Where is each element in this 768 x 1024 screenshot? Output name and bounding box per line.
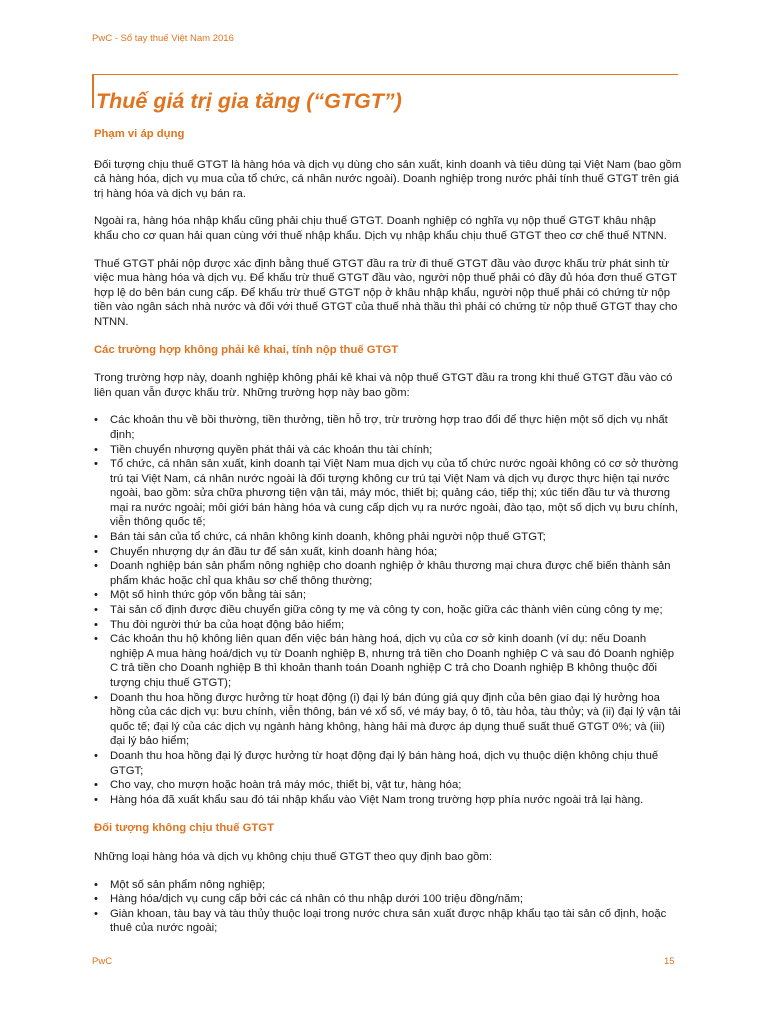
list-item: • Chuyển nhượng dự án đầu tư để sản xuất, kinh doanh hàng hóa; [94, 545, 682, 560]
section-heading-not-declared: Các trường hợp không phải kê khai, tính nộp thuế GTGT [94, 343, 399, 356]
list-item: • Cho vay, cho mượn hoặc hoàn trả máy móc, thiết bị, vật tư, hàng hóa; [94, 778, 682, 793]
list-item: • Một số hình thức góp vốn bằng tài sản; [94, 588, 682, 603]
page-content [94, 127, 682, 936]
list-item: • Một số sản phẩm nông nghiệp; [94, 878, 682, 893]
list-item: • Các khoản thu về bồi thường, tiền thưởng, tiền hỗ trợ, trừ trường hợp trao đổi để thực hiện một số dịch vụ nhất định; [94, 413, 682, 442]
running-header: PwC - Sổ tay thuế Việt Nam 2016 [92, 33, 234, 44]
list-item: • Hàng hóa đã xuất khẩu sau đó tái nhập khẩu vào Việt Nam trong trường hợp phía nước ngoài trả lại hàng. [94, 793, 682, 808]
list-item: • Doanh thu hoa hồng được hưởng từ hoạt động (i) đại lý bán đúng giá quy định của bên giao đại lý hưởng hoa hồng của các dịch vụ: bưu chính, viễn thông, bán vé xổ số, vé máy bay, ô tô, tàu hỏa, tàu thủy; và (ii) đại lý vận tải quốc tế; đại lý của các dịch vụ ngành hàng không, hàng hải mà được áp dụng thuế suất thuế GTGT 0%; và (iii) đại lý bảo hiểm; [94, 691, 682, 749]
list-item: • Doanh thu hoa hồng đại lý được hưởng từ hoạt động đại lý bán hàng hoá, dịch vụ thuộc diện không chịu thuế GTGT; [94, 749, 682, 778]
list-item: • Doanh nghiệp bán sản phẩm nông nghiệp cho doanh nghiệp ở khâu thương mại chưa được chế biến thành sản phẩm khác hoặc chỉ qua khâu sơ chế thông thường; [94, 559, 682, 588]
list-item: • Hàng hóa/dịch vụ cung cấp bởi các cá nhân có thu nhập dưới 100 triệu đồng/năm; [94, 892, 682, 907]
scope-paragraph: Ngoài ra, hàng hóa nhập khẩu cũng phải chịu thuế GTGT. Doanh nghiệp có nghĩa vụ nộp thuế GTGT khâu nhập khẩu cho cơ quan hải quan cùng với thuế nhập khẩu. Dịch vụ nhập khẩu chịu thuế GTGT theo cơ chế thuế NTNN. [94, 215, 667, 242]
title-rule [92, 74, 678, 75]
list-item: • Tổ chức, cá nhân sản xuất, kinh doanh tại Việt Nam mua dịch vụ của tổ chức nước ngoài không có cơ sở thường trú tại Việt Nam, cá nhân nước ngoài là đối tượng không cư trú tại Việt Nam và dịch vụ được thực hiện tại nước ngoài, bao gồm: sửa chữa phương tiện vận tải, máy móc, thiết bị; quảng cáo, tiếp thị; xúc tiến đầu tư và thương mại ra nước ngoài; môi giới bán hàng hóa và cung cấp dịch vụ ra nước ngoài, đào tạo, một số dịch vụ bưu chính, viễn thông quốc tế; [94, 457, 682, 530]
footer-brand: PwC [92, 956, 113, 967]
page-title: Thuế giá trị gia tăng (“GTGT”) [96, 89, 402, 113]
list-item: • Tài sản cố định được điều chuyển giữa công ty mẹ và công ty con, hoặc giữa các thành viên cùng công ty mẹ; [94, 603, 682, 618]
list-item: • Thu đòi người thứ ba của hoạt động bảo hiểm; [94, 618, 682, 633]
title-mark [92, 74, 94, 108]
not-subject-list [94, 878, 682, 936]
list-item: • Giàn khoan, tàu bay và tàu thủy thuộc loại trong nước chưa sản xuất được nhập khẩu tạo tài sản cố định, hoặc thuê của nước ngoài; [94, 907, 682, 936]
list-item: • Bán tài sản của tổ chức, cá nhân không kinh doanh, không phải người nộp thuế GTGT; [94, 530, 682, 545]
not-declared-list [94, 413, 682, 807]
section-heading-not-subject: Đối tượng không chịu thuế GTGT [94, 822, 274, 835]
section-heading-scope: Phạm vi áp dụng [94, 128, 185, 140]
scope-paragraph: Đối tượng chịu thuế GTGT là hàng hóa và dịch vụ dùng cho sản xuất, kinh doanh và tiêu dùng tại Việt Nam (bao gồm cả hàng hóa, dịch vụ mua của tổ chức, cá nhân nước ngoài). Doanh nghiệp trong nước phải tính thuế GTGT trên giá trị hàng hóa và dịch vụ bán ra. [94, 158, 682, 200]
list-item: • Các khoản thu hộ không liên quan đến việc bán hàng hoá, dịch vụ của cơ sở kinh doanh (ví dụ: nếu Doanh nghiệp A mua hàng hoá/dịch vụ từ Doanh nghiệp B, nhưng trả tiền cho Doanh nghiệp C và sau đó Doanh nghiệp C trả tiền cho Doanh nghiệp B thì khoản thanh toán Doanh nghiệp C trả cho Doanh nghiệp B không thuộc đối tượng chịu thuế GTGT); [94, 632, 682, 690]
list-item: • Tiền chuyển nhượng quyền phát thải và các khoản thu tài chính; [94, 443, 682, 458]
page-number: 15 [664, 956, 675, 967]
scope-paragraph: Thuế GTGT phải nộp được xác định bằng thuế GTGT đầu ra trừ đi thuế GTGT đầu vào được khấu trừ phát sinh từ việc mua hàng hóa và dịch vụ. Để khấu trừ thuế GTGT đầu vào, người nộp thuế phải có đầy đủ hóa đơn thuế GTGT hợp lệ do bên bán cung cấp. Để khấu trừ thuế GTGT nộp ở khâu nhập khẩu, người nộp thuế phải có chứng từ nộp tiền vào ngân sách nhà nước và đối với thuế GTGT của thuế nhà thầu thì phải có chứng từ nộp thuế GTGT thay cho NTNN. [94, 257, 678, 328]
not-subject-intro: Những loại hàng hóa và dịch vụ không chịu thuế GTGT theo quy định bao gồm: [94, 850, 492, 863]
not-declared-intro: Trong trường hợp này, doanh nghiệp không phải kê khai và nộp thuế GTGT đầu ra trong khi thuế GTGT đầu vào có liên quan vẫn được khấu trừ. Những trường hợp này bao gồm: [94, 372, 673, 399]
